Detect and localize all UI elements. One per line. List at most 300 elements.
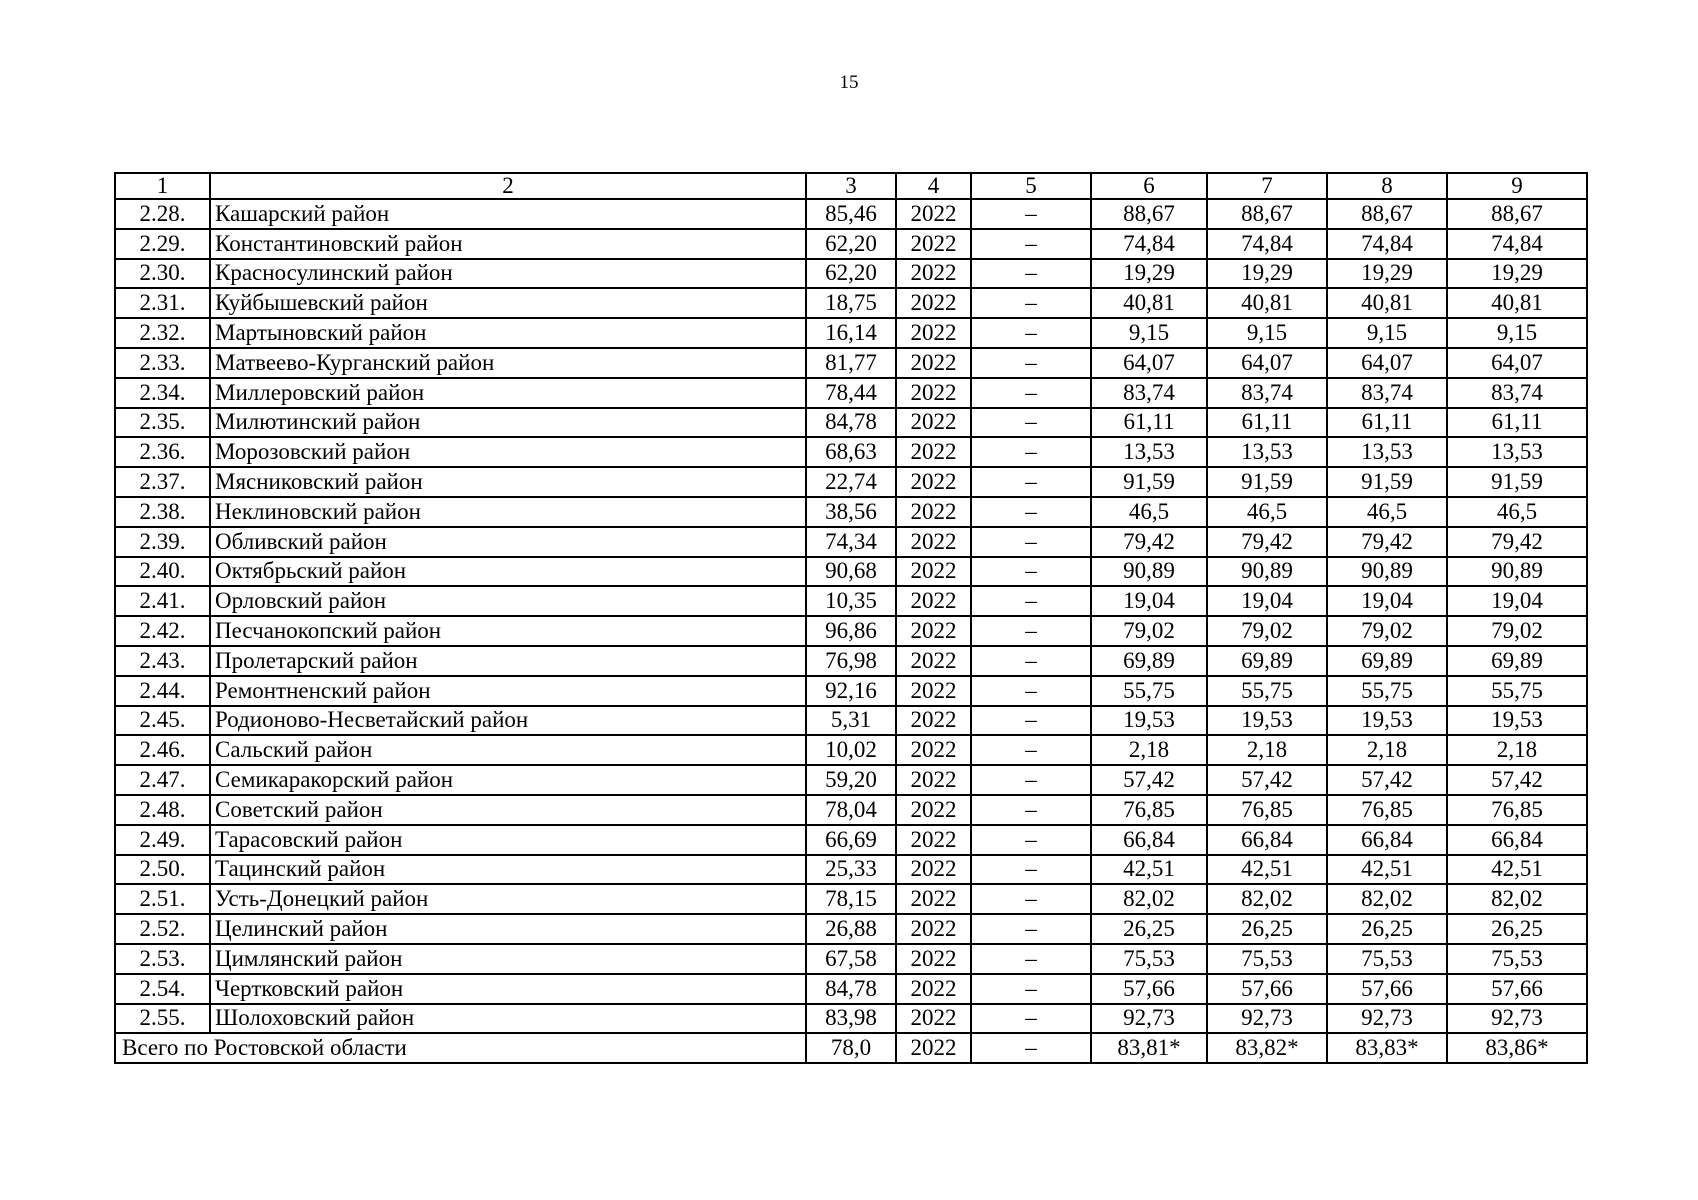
value-cell: 10,02 <box>806 735 896 765</box>
value-cell: 19,04 <box>1327 586 1447 616</box>
district-name-cell: Тацинский район <box>210 855 806 885</box>
table-row <box>115 318 1587 348</box>
district-name-cell: Шолоховский район <box>210 1004 806 1034</box>
value-cell: 42,51 <box>1207 855 1327 885</box>
table-row <box>115 467 1587 497</box>
dash-cell: – <box>971 855 1091 885</box>
value-cell: 90,89 <box>1207 557 1327 587</box>
table-row <box>115 795 1587 825</box>
year-cell: 2022 <box>896 1004 971 1034</box>
district-name-cell: Куйбышевский район <box>210 288 806 318</box>
dash-cell: – <box>971 378 1091 408</box>
row-number-cell: 2.49. <box>115 825 210 855</box>
value-cell: 90,89 <box>1327 557 1447 587</box>
value-cell: 13,53 <box>1091 437 1207 467</box>
value-cell: 83,74 <box>1327 378 1447 408</box>
row-number-cell: 2.48. <box>115 795 210 825</box>
dash-cell: – <box>971 586 1091 616</box>
dash-cell: – <box>971 944 1091 974</box>
value-cell: 69,89 <box>1447 646 1587 676</box>
year-cell: 2022 <box>896 557 971 587</box>
value-cell: 19,53 <box>1207 706 1327 736</box>
value-cell: 82,02 <box>1447 884 1587 914</box>
year-cell: 2022 <box>896 408 971 438</box>
header-cell: 2 <box>210 173 806 199</box>
district-name-cell: Советский район <box>210 795 806 825</box>
value-cell: 82,02 <box>1327 884 1447 914</box>
row-number-cell: 2.41. <box>115 586 210 616</box>
total-cell: 78,0 <box>806 1033 896 1063</box>
district-name-cell: Ремонтненский район <box>210 676 806 706</box>
table-row <box>115 288 1587 318</box>
value-cell: 74,84 <box>1207 229 1327 259</box>
total-cell: 83,86* <box>1447 1033 1587 1063</box>
value-cell: 62,20 <box>806 229 896 259</box>
year-cell: 2022 <box>896 914 971 944</box>
dash-cell: – <box>971 735 1091 765</box>
dash-cell: – <box>971 557 1091 587</box>
district-name-cell: Мартыновский район <box>210 318 806 348</box>
value-cell: 69,89 <box>1091 646 1207 676</box>
page-number: 15 <box>839 72 859 93</box>
dash-cell: – <box>971 527 1091 557</box>
value-cell: 19,04 <box>1447 586 1587 616</box>
value-cell: 42,51 <box>1327 855 1447 885</box>
value-cell: 59,20 <box>806 765 896 795</box>
value-cell: 13,53 <box>1327 437 1447 467</box>
value-cell: 46,5 <box>1447 497 1587 527</box>
value-cell: 55,75 <box>1447 676 1587 706</box>
value-cell: 9,15 <box>1091 318 1207 348</box>
table-row <box>115 616 1587 646</box>
value-cell: 85,46 <box>806 199 896 229</box>
dash-cell: – <box>971 348 1091 378</box>
header-cell: 8 <box>1327 173 1447 199</box>
header-cell: 3 <box>806 173 896 199</box>
value-cell: 55,75 <box>1207 676 1327 706</box>
district-name-cell: Тарасовский район <box>210 825 806 855</box>
row-number-cell: 2.53. <box>115 944 210 974</box>
value-cell: 69,89 <box>1327 646 1447 676</box>
value-cell: 79,42 <box>1091 527 1207 557</box>
table-row <box>115 765 1587 795</box>
year-cell: 2022 <box>896 288 971 318</box>
value-cell: 9,15 <box>1207 318 1327 348</box>
year-cell: 2022 <box>896 259 971 289</box>
total-label: Всего по Ростовской области <box>115 1033 806 1063</box>
table-row <box>115 348 1587 378</box>
value-cell: 76,85 <box>1091 795 1207 825</box>
dash-cell: – <box>971 676 1091 706</box>
header-cell: 9 <box>1447 173 1587 199</box>
value-cell: 88,67 <box>1447 199 1587 229</box>
row-number-cell: 2.50. <box>115 855 210 885</box>
value-cell: 78,44 <box>806 378 896 408</box>
row-number-cell: 2.43. <box>115 646 210 676</box>
value-cell: 16,14 <box>806 318 896 348</box>
dash-cell: – <box>971 616 1091 646</box>
year-cell: 2022 <box>896 497 971 527</box>
value-cell: 9,15 <box>1447 318 1587 348</box>
table-row <box>115 706 1587 736</box>
value-cell: 79,02 <box>1327 616 1447 646</box>
header-cell: 7 <box>1207 173 1327 199</box>
value-cell: 19,29 <box>1207 259 1327 289</box>
year-cell: 2022 <box>896 199 971 229</box>
header-cell: 1 <box>115 173 210 199</box>
row-number-cell: 2.36. <box>115 437 210 467</box>
table-row <box>115 646 1587 676</box>
total-cell: – <box>971 1033 1091 1063</box>
dash-cell: – <box>971 1004 1091 1034</box>
value-cell: 66,84 <box>1327 825 1447 855</box>
value-cell: 82,02 <box>1091 884 1207 914</box>
district-name-cell: Сальский район <box>210 735 806 765</box>
table-row <box>115 437 1587 467</box>
year-cell: 2022 <box>896 765 971 795</box>
row-number-cell: 2.44. <box>115 676 210 706</box>
value-cell: 67,58 <box>806 944 896 974</box>
dash-cell: – <box>971 497 1091 527</box>
value-cell: 74,84 <box>1447 229 1587 259</box>
year-cell: 2022 <box>896 706 971 736</box>
value-cell: 22,74 <box>806 467 896 497</box>
value-cell: 83,98 <box>806 1004 896 1034</box>
district-name-cell: Семикаракорский район <box>210 765 806 795</box>
value-cell: 57,66 <box>1207 974 1327 1004</box>
value-cell: 64,07 <box>1327 348 1447 378</box>
row-number-cell: 2.33. <box>115 348 210 378</box>
value-cell: 10,35 <box>806 586 896 616</box>
value-cell: 91,59 <box>1327 467 1447 497</box>
value-cell: 55,75 <box>1327 676 1447 706</box>
value-cell: 26,88 <box>806 914 896 944</box>
district-name-cell: Красносулинский район <box>210 259 806 289</box>
row-number-cell: 2.52. <box>115 914 210 944</box>
row-number-cell: 2.47. <box>115 765 210 795</box>
value-cell: 57,66 <box>1091 974 1207 1004</box>
value-cell: 88,67 <box>1327 199 1447 229</box>
table-row <box>115 825 1587 855</box>
value-cell: 92,16 <box>806 676 896 706</box>
table-row <box>115 1004 1587 1034</box>
year-cell: 2022 <box>896 884 971 914</box>
row-number-cell: 2.28. <box>115 199 210 229</box>
value-cell: 19,29 <box>1091 259 1207 289</box>
total-cell: 83,83* <box>1327 1033 1447 1063</box>
year-cell: 2022 <box>896 318 971 348</box>
dash-cell: – <box>971 318 1091 348</box>
value-cell: 79,02 <box>1207 616 1327 646</box>
row-number-cell: 2.39. <box>115 527 210 557</box>
year-cell: 2022 <box>896 825 971 855</box>
table-row <box>115 527 1587 557</box>
value-cell: 74,84 <box>1327 229 1447 259</box>
year-cell: 2022 <box>896 944 971 974</box>
dash-cell: – <box>971 706 1091 736</box>
value-cell: 84,78 <box>806 974 896 1004</box>
value-cell: 66,84 <box>1091 825 1207 855</box>
total-cell: 2022 <box>896 1033 971 1063</box>
value-cell: 2,18 <box>1327 735 1447 765</box>
row-number-cell: 2.32. <box>115 318 210 348</box>
district-name-cell: Целинский район <box>210 914 806 944</box>
value-cell: 91,59 <box>1207 467 1327 497</box>
value-cell: 66,69 <box>806 825 896 855</box>
value-cell: 64,07 <box>1207 348 1327 378</box>
value-cell: 2,18 <box>1091 735 1207 765</box>
value-cell: 61,11 <box>1091 408 1207 438</box>
value-cell: 5,31 <box>806 706 896 736</box>
table-row <box>115 586 1587 616</box>
value-cell: 66,84 <box>1447 825 1587 855</box>
year-cell: 2022 <box>896 676 971 706</box>
value-cell: 61,11 <box>1207 408 1327 438</box>
table-row <box>115 408 1587 438</box>
year-cell: 2022 <box>896 795 971 825</box>
value-cell: 38,56 <box>806 497 896 527</box>
row-number-cell: 2.46. <box>115 735 210 765</box>
value-cell: 90,68 <box>806 557 896 587</box>
dash-cell: – <box>971 467 1091 497</box>
district-name-cell: Матвеево-Курганский район <box>210 348 806 378</box>
value-cell: 40,81 <box>1207 288 1327 318</box>
table-header-row <box>115 173 1587 199</box>
value-cell: 46,5 <box>1207 497 1327 527</box>
value-cell: 90,89 <box>1091 557 1207 587</box>
dash-cell: – <box>971 229 1091 259</box>
table-row <box>115 199 1587 229</box>
year-cell: 2022 <box>896 467 971 497</box>
value-cell: 19,53 <box>1327 706 1447 736</box>
table-row <box>115 229 1587 259</box>
value-cell: 9,15 <box>1327 318 1447 348</box>
year-cell: 2022 <box>896 437 971 467</box>
value-cell: 75,53 <box>1327 944 1447 974</box>
district-name-cell: Орловский район <box>210 586 806 616</box>
value-cell: 42,51 <box>1091 855 1207 885</box>
district-name-cell: Родионово-Несветайский район <box>210 706 806 736</box>
value-cell: 25,33 <box>806 855 896 885</box>
value-cell: 90,89 <box>1447 557 1587 587</box>
value-cell: 19,29 <box>1447 259 1587 289</box>
dash-cell: – <box>971 259 1091 289</box>
dash-cell: – <box>971 646 1091 676</box>
value-cell: 74,84 <box>1091 229 1207 259</box>
table-row <box>115 855 1587 885</box>
value-cell: 18,75 <box>806 288 896 318</box>
value-cell: 91,59 <box>1447 467 1587 497</box>
value-cell: 76,85 <box>1327 795 1447 825</box>
value-cell: 46,5 <box>1091 497 1207 527</box>
value-cell: 13,53 <box>1447 437 1587 467</box>
district-name-cell: Цимлянский район <box>210 944 806 974</box>
value-cell: 83,74 <box>1447 378 1587 408</box>
row-number-cell: 2.55. <box>115 1004 210 1034</box>
value-cell: 75,53 <box>1091 944 1207 974</box>
value-cell: 79,42 <box>1207 527 1327 557</box>
value-cell: 19,53 <box>1447 706 1587 736</box>
value-cell: 69,89 <box>1207 646 1327 676</box>
value-cell: 13,53 <box>1207 437 1327 467</box>
value-cell: 62,20 <box>806 259 896 289</box>
value-cell: 26,25 <box>1207 914 1327 944</box>
dash-cell: – <box>971 408 1091 438</box>
header-cell: 6 <box>1091 173 1207 199</box>
value-cell: 78,15 <box>806 884 896 914</box>
dash-cell: – <box>971 765 1091 795</box>
value-cell: 74,34 <box>806 527 896 557</box>
value-cell: 55,75 <box>1091 676 1207 706</box>
table-row <box>115 974 1587 1004</box>
value-cell: 2,18 <box>1207 735 1327 765</box>
value-cell: 92,73 <box>1091 1004 1207 1034</box>
value-cell: 92,73 <box>1207 1004 1327 1034</box>
value-cell: 19,04 <box>1091 586 1207 616</box>
value-cell: 83,74 <box>1207 378 1327 408</box>
value-cell: 91,59 <box>1091 467 1207 497</box>
value-cell: 40,81 <box>1091 288 1207 318</box>
value-cell: 19,53 <box>1091 706 1207 736</box>
total-row <box>115 1033 1587 1063</box>
district-name-cell: Неклиновский район <box>210 497 806 527</box>
value-cell: 96,86 <box>806 616 896 646</box>
table-body <box>115 199 1587 1033</box>
year-cell: 2022 <box>896 348 971 378</box>
value-cell: 40,81 <box>1447 288 1587 318</box>
table-row <box>115 676 1587 706</box>
table-row <box>115 944 1587 974</box>
row-number-cell: 2.38. <box>115 497 210 527</box>
year-cell: 2022 <box>896 229 971 259</box>
district-name-cell: Константиновский район <box>210 229 806 259</box>
value-cell: 19,04 <box>1207 586 1327 616</box>
district-name-cell: Чертковский район <box>210 974 806 1004</box>
district-name-cell: Обливский район <box>210 527 806 557</box>
value-cell: 40,81 <box>1327 288 1447 318</box>
value-cell: 26,25 <box>1091 914 1207 944</box>
total-cell: 83,81* <box>1091 1033 1207 1063</box>
value-cell: 57,42 <box>1207 765 1327 795</box>
value-cell: 79,02 <box>1091 616 1207 646</box>
district-name-cell: Милютинский район <box>210 408 806 438</box>
dash-cell: – <box>971 825 1091 855</box>
dash-cell: – <box>971 199 1091 229</box>
value-cell: 75,53 <box>1447 944 1587 974</box>
row-number-cell: 2.51. <box>115 884 210 914</box>
value-cell: 64,07 <box>1091 348 1207 378</box>
year-cell: 2022 <box>896 974 971 1004</box>
district-name-cell: Морозовский район <box>210 437 806 467</box>
value-cell: 75,53 <box>1207 944 1327 974</box>
row-number-cell: 2.30. <box>115 259 210 289</box>
table-row <box>115 378 1587 408</box>
district-name-cell: Кашарский район <box>210 199 806 229</box>
value-cell: 26,25 <box>1327 914 1447 944</box>
table-row <box>115 497 1587 527</box>
year-cell: 2022 <box>896 586 971 616</box>
row-number-cell: 2.31. <box>115 288 210 318</box>
year-cell: 2022 <box>896 378 971 408</box>
dash-cell: – <box>971 795 1091 825</box>
row-number-cell: 2.37. <box>115 467 210 497</box>
value-cell: 61,11 <box>1447 408 1587 438</box>
district-name-cell: Песчанокопский район <box>210 616 806 646</box>
year-cell: 2022 <box>896 527 971 557</box>
row-number-cell: 2.45. <box>115 706 210 736</box>
year-cell: 2022 <box>896 646 971 676</box>
value-cell: 82,02 <box>1207 884 1327 914</box>
value-cell: 42,51 <box>1447 855 1587 885</box>
value-cell: 26,25 <box>1447 914 1587 944</box>
row-number-cell: 2.29. <box>115 229 210 259</box>
table-row <box>115 557 1587 587</box>
value-cell: 83,74 <box>1091 378 1207 408</box>
header-cell: 5 <box>971 173 1091 199</box>
value-cell: 88,67 <box>1207 199 1327 229</box>
value-cell: 81,77 <box>806 348 896 378</box>
value-cell: 57,66 <box>1447 974 1587 1004</box>
value-cell: 76,85 <box>1207 795 1327 825</box>
value-cell: 2,18 <box>1447 735 1587 765</box>
value-cell: 92,73 <box>1447 1004 1587 1034</box>
value-cell: 76,98 <box>806 646 896 676</box>
value-cell: 57,66 <box>1327 974 1447 1004</box>
district-name-cell: Пролетарский район <box>210 646 806 676</box>
year-cell: 2022 <box>896 855 971 885</box>
row-number-cell: 2.42. <box>115 616 210 646</box>
value-cell: 92,73 <box>1327 1004 1447 1034</box>
dash-cell: – <box>971 437 1091 467</box>
data-table <box>114 172 1588 1064</box>
district-name-cell: Мясниковский район <box>210 467 806 497</box>
table-row <box>115 884 1587 914</box>
value-cell: 19,29 <box>1327 259 1447 289</box>
table-row <box>115 914 1587 944</box>
dash-cell: – <box>971 914 1091 944</box>
row-number-cell: 2.35. <box>115 408 210 438</box>
value-cell: 57,42 <box>1447 765 1587 795</box>
value-cell: 66,84 <box>1207 825 1327 855</box>
value-cell: 64,07 <box>1447 348 1587 378</box>
row-number-cell: 2.54. <box>115 974 210 1004</box>
dash-cell: – <box>971 884 1091 914</box>
table-row <box>115 735 1587 765</box>
value-cell: 79,42 <box>1327 527 1447 557</box>
district-name-cell: Октябрьский район <box>210 557 806 587</box>
value-cell: 76,85 <box>1447 795 1587 825</box>
header-cell: 4 <box>896 173 971 199</box>
district-name-cell: Миллеровский район <box>210 378 806 408</box>
value-cell: 57,42 <box>1091 765 1207 795</box>
table-row <box>115 259 1587 289</box>
value-cell: 79,02 <box>1447 616 1587 646</box>
value-cell: 46,5 <box>1327 497 1447 527</box>
year-cell: 2022 <box>896 616 971 646</box>
total-cell: 83,82* <box>1207 1033 1327 1063</box>
value-cell: 88,67 <box>1091 199 1207 229</box>
value-cell: 79,42 <box>1447 527 1587 557</box>
district-name-cell: Усть-Донецкий район <box>210 884 806 914</box>
dash-cell: – <box>971 288 1091 318</box>
year-cell: 2022 <box>896 735 971 765</box>
value-cell: 68,63 <box>806 437 896 467</box>
value-cell: 61,11 <box>1327 408 1447 438</box>
row-number-cell: 2.40. <box>115 557 210 587</box>
row-number-cell: 2.34. <box>115 378 210 408</box>
dash-cell: – <box>971 974 1091 1004</box>
value-cell: 78,04 <box>806 795 896 825</box>
